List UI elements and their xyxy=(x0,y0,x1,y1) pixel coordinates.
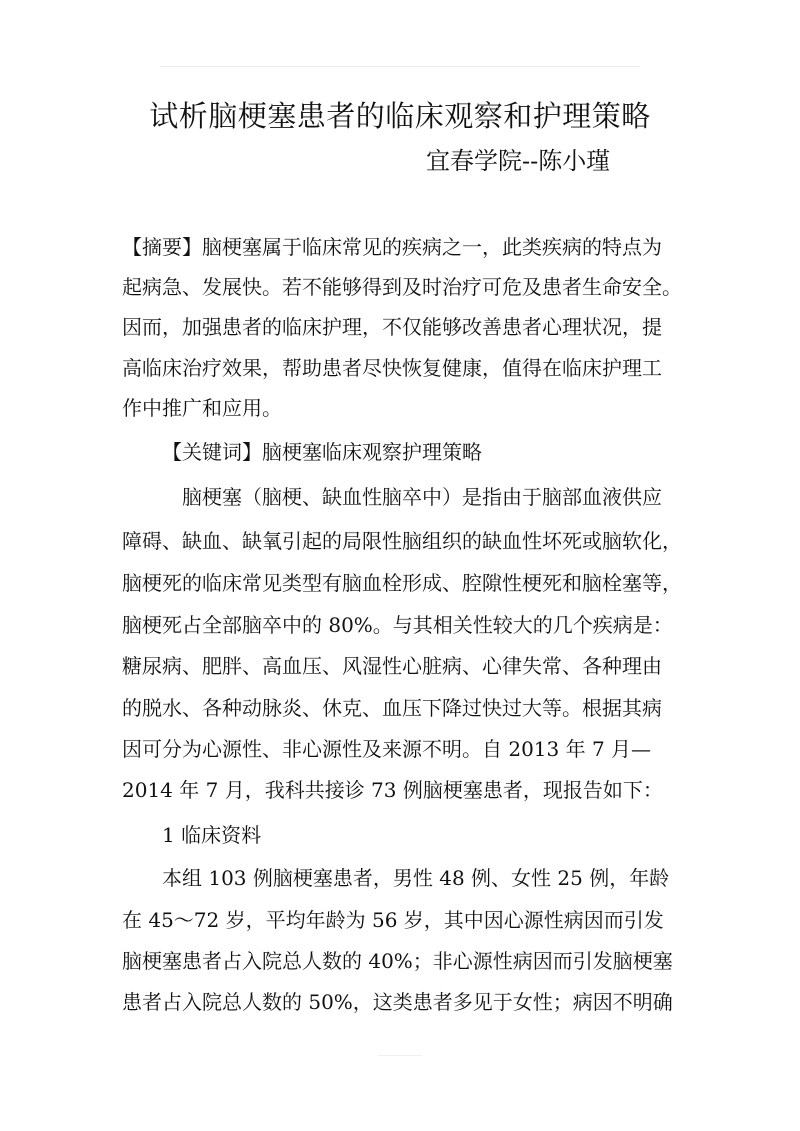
body-paragraph-line: 脑梗塞（脑梗、缺血性脑卒中）是指由于脑部血液供应 xyxy=(182,485,662,509)
section-heading: 1 临床资料 xyxy=(162,823,262,847)
document-title: 试析脑梗塞患者的临床观察和护理策略 xyxy=(149,99,651,133)
body-paragraph-line: 糖尿病、肥胖、高血压、风湿性心脏病、心律失常、各种理由 xyxy=(122,654,662,678)
abstract-line: 高临床治疗效果，帮助患者尽快恢复健康，值得在临床护理工 xyxy=(122,356,662,380)
body-paragraph-line: 脑梗死的临床常见类型有脑血栓形成、腔隙性梗死和脑栓塞等， xyxy=(122,571,682,595)
footer-rule xyxy=(378,1055,422,1056)
body-paragraph-line: 2014 年 7 月，我科共接诊 73 例脑梗塞患者，现报告如下： xyxy=(122,778,663,802)
keywords-line: 【关键词】脑梗塞临床观察护理策略 xyxy=(162,440,482,464)
body-paragraph-line: 脑梗死占全部脑卒中的 80%。与其相关性较大的几个疾病是： xyxy=(122,613,673,637)
abstract-line: 因而，加强患者的临床护理，不仅能够改善患者心理状况，提 xyxy=(122,315,662,339)
body-paragraph-line: 本组 103 例脑梗塞患者，男性 48 例、女性 25 例，年龄 xyxy=(162,866,670,890)
abstract-line: 【摘要】脑梗塞属于临床常见的疾病之一，此类疾病的特点为 xyxy=(122,235,662,259)
body-paragraph-line: 在 45～72 岁，平均年龄为 56 岁，其中因心源性病因而引发 xyxy=(122,908,664,932)
body-paragraph-line: 的脱水、各种动脉炎、休克、血压下降过快过大等。根据其病 xyxy=(122,696,662,720)
body-paragraph-line: 脑梗塞患者占入院总人数的 40%；非心源性病因而引发脑梗塞 xyxy=(122,949,673,973)
abstract-line: 起病急、发展快。若不能够得到及时治疗可危及患者生命安全。 xyxy=(122,275,682,299)
body-paragraph-line: 障碍、缺血、缺氧引起的局限性脑组织的缺血性坏死或脑软化， xyxy=(122,529,682,553)
body-paragraph-line: 因可分为心源性、非心源性及来源不明。自 2013 年 7 月— xyxy=(122,737,652,761)
header-rule xyxy=(160,66,640,67)
author-line: 宜春学院--陈小瑾 xyxy=(426,147,611,175)
abstract-line: 作中推广和应用。 xyxy=(122,396,282,420)
body-paragraph-line: 患者占入院总人数的 50%，这类患者多见于女性；病因不明确 xyxy=(122,990,673,1014)
